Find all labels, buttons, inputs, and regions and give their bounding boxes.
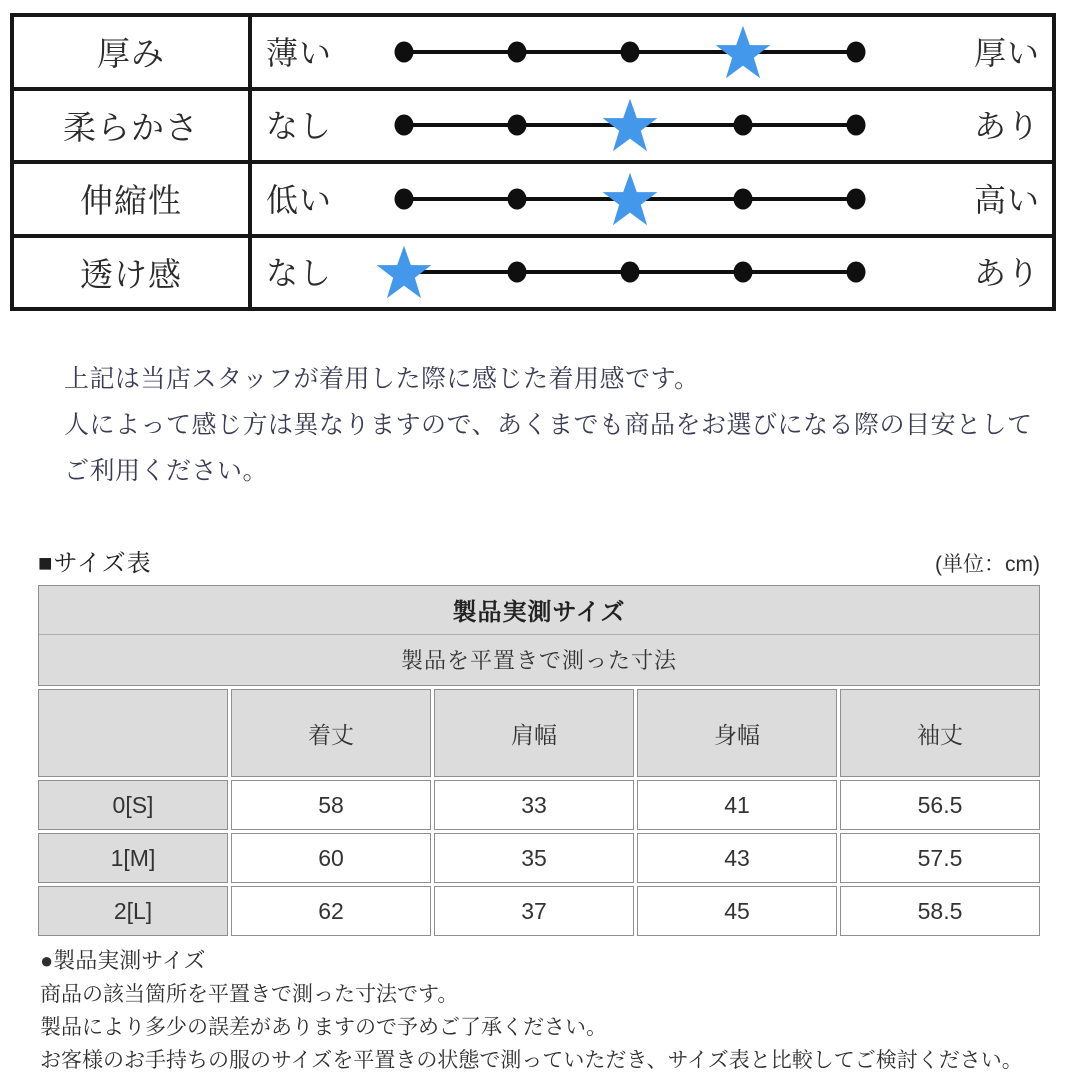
scale-max-label: 高い: [973, 181, 1040, 218]
size-value-cell: 56.5: [840, 780, 1040, 830]
column-header-cell: 身幅: [637, 689, 837, 777]
scale-star-mark: [602, 171, 659, 226]
dot-icon: [395, 115, 414, 136]
dot-icon: [508, 115, 527, 136]
scale-min-label: なし: [266, 108, 333, 145]
scale-dot: [508, 41, 527, 62]
size-row-label: 1[M]: [38, 833, 228, 883]
dot-icon: [508, 188, 527, 209]
scale-max-label: あり: [973, 108, 1040, 145]
dot-icon: [621, 262, 640, 283]
scale-dot: [847, 115, 866, 136]
dot-icon: [847, 188, 866, 209]
note-text: [64, 356, 1044, 494]
scale-track: [404, 17, 856, 87]
feel-row: [14, 164, 1052, 238]
size-value-cell: 33: [434, 780, 634, 830]
dot-icon: [508, 41, 527, 62]
dot-icon: [847, 41, 866, 62]
size-table-subtitle: 製品を平置きで測った寸法: [400, 648, 677, 674]
scale-min-label: 薄い: [266, 34, 333, 71]
feel-row: [14, 91, 1052, 165]
scale-dot: [734, 188, 753, 209]
feel-scale-cell: [252, 164, 1052, 234]
scale-track: [404, 91, 856, 161]
dot-icon: [847, 262, 866, 283]
feel-rating-table: [10, 13, 1056, 311]
star-icon: [376, 245, 433, 300]
scale-dot: [508, 188, 527, 209]
scale-min-label: なし: [266, 255, 333, 292]
dot-icon: [734, 115, 753, 136]
feel-row-label: 柔らかさ: [14, 91, 252, 161]
unit-label: (単位：cm): [935, 553, 1040, 576]
scale-star-mark: [376, 245, 433, 300]
size-row-label: 2[L]: [38, 886, 228, 936]
size-heading-row: [38, 543, 1040, 578]
scale-dot: [395, 115, 414, 136]
size-value-cell: 43: [637, 833, 837, 883]
scale-dot: [734, 115, 753, 136]
scale-max-label: 厚い: [973, 34, 1040, 71]
dot-icon: [621, 41, 640, 62]
column-header-cell: 肩幅: [434, 689, 634, 777]
size-value-cell: 57.5: [840, 833, 1040, 883]
scale-dot: [395, 188, 414, 209]
size-value-cell: 58.5: [840, 886, 1040, 936]
column-header-cell: 着丈: [231, 689, 431, 777]
dot-icon: [734, 188, 753, 209]
feel-scale-cell: [252, 91, 1052, 161]
dot-icon: [395, 188, 414, 209]
scale-track: [404, 164, 856, 234]
feel-scale-cell: [252, 238, 1052, 308]
scale-dot: [621, 262, 640, 283]
dot-icon: [395, 41, 414, 62]
note-line: 上記は当店スタッフが着用した際に感じた着用感です。: [64, 365, 700, 393]
scale-dot: [508, 115, 527, 136]
scale-dot: [621, 41, 640, 62]
scale-max-label: あり: [973, 255, 1040, 292]
size-row-label: 0[S]: [38, 780, 228, 830]
footnote-line: お客様のお手持ちの服のサイズを平置きの状態で測っていただき、サイズ表と比較してご検討ください。: [40, 1049, 1023, 1072]
scale-dot: [847, 41, 866, 62]
star-icon: [602, 171, 659, 226]
size-value-cell: 41: [637, 780, 837, 830]
size-table-header-block: [38, 585, 1040, 686]
feel-scale-cell: [252, 17, 1052, 87]
feel-row-label: 伸縮性: [14, 164, 252, 234]
feel-row-label: 透け感: [14, 238, 252, 308]
size-value-cell: 62: [231, 886, 431, 936]
size-value-cell: 60: [231, 833, 431, 883]
scale-dot: [847, 262, 866, 283]
size-value-cell: 35: [434, 833, 634, 883]
scale-track: [404, 238, 856, 308]
footnote-title: ●製品実測サイズ: [40, 948, 206, 973]
size-table-corner-cell: [38, 689, 228, 777]
note-line: 人によって感じ方は異なりますので、あくまでも商品をお選びになる際の目安として: [64, 411, 1033, 439]
size-value-cell: 58: [231, 780, 431, 830]
column-header-cell: 袖丈: [840, 689, 1040, 777]
scale-dot: [734, 262, 753, 283]
feel-row: [14, 238, 1052, 308]
scale-dot: [508, 262, 527, 283]
footnote-line: 製品により多少の誤差がありますので予めご了承ください。: [40, 1016, 607, 1039]
footnote-line: 商品の該当箇所を平置きで測った寸法です。: [40, 983, 459, 1006]
star-icon: [715, 24, 772, 79]
size-table-title: 製品実測サイズ: [39, 586, 1039, 635]
star-icon: [602, 98, 659, 153]
note-line: ご利用ください。: [64, 457, 269, 485]
scale-min-label: 低い: [266, 181, 333, 218]
dot-icon: [847, 115, 866, 136]
scale-star-mark: [602, 98, 659, 153]
size-section: [38, 543, 1040, 936]
feel-row: [14, 17, 1052, 91]
size-value-cell: 45: [637, 886, 837, 936]
size-table-heading: ■サイズ表: [38, 550, 152, 577]
footnote: [40, 944, 1050, 1077]
dot-icon: [734, 262, 753, 283]
feel-row-label: 厚み: [14, 17, 252, 87]
dot-icon: [508, 262, 527, 283]
scale-star-mark: [715, 24, 772, 79]
scale-dot: [847, 188, 866, 209]
size-value-cell: 37: [434, 886, 634, 936]
scale-dot: [395, 41, 414, 62]
size-table: [38, 585, 1040, 936]
